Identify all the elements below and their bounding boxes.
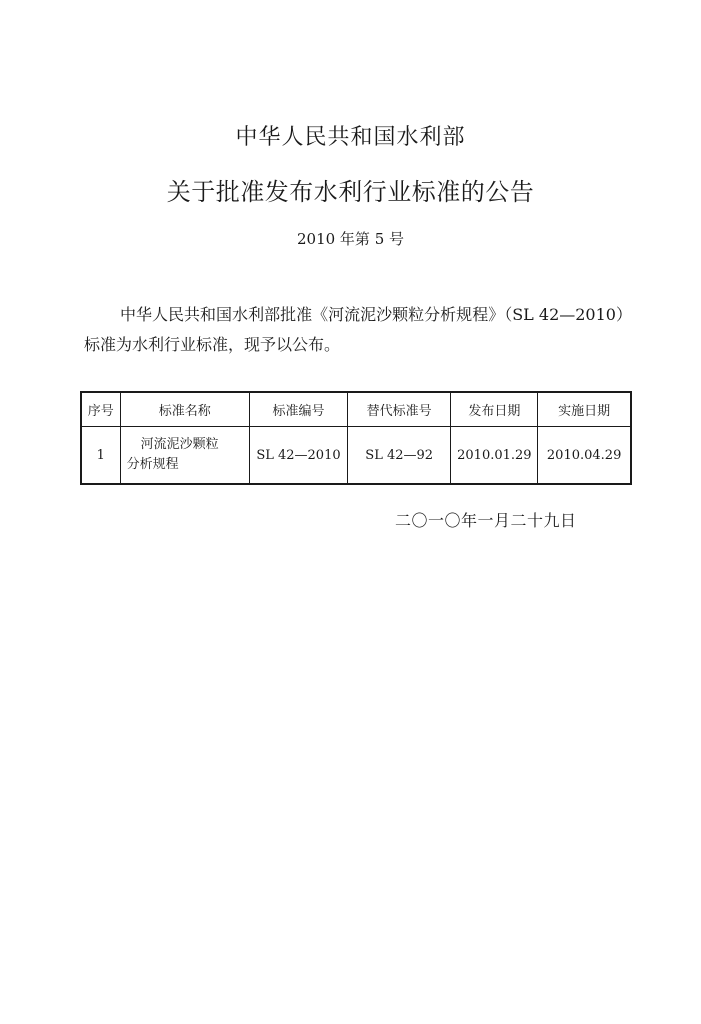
standard-name-line-1: 河流泥沙颗粒	[140, 437, 219, 452]
header-seq: 序号	[81, 392, 120, 427]
cell-standard-name	[120, 427, 249, 485]
cell-effective-date: 2010.04.29	[538, 427, 631, 485]
cell-standard-code: SL 42—2010	[250, 427, 348, 485]
table-row	[81, 427, 631, 485]
header-effective-date: 实施日期	[538, 392, 631, 427]
header-standard-code: 标准编号	[250, 392, 348, 427]
announcement-number: 2010 年第 5 号	[296, 230, 405, 248]
standard-name-line-2: 分析规程	[126, 457, 179, 472]
cell-seq: 1	[81, 427, 120, 485]
announcement-body: 中华人民共和国水利部批准《河流泥沙颗粒分析规程》（SL 42—2010）标准为水利行业标准，现予以公布。	[84, 305, 632, 354]
issuing-organization: 中华人民共和国水利部	[235, 125, 466, 150]
header-replaced-code: 替代标准号	[347, 392, 451, 427]
signing-date: 二〇一〇年一月二十九日	[395, 511, 577, 530]
cell-publish-date: 2010.01.29	[451, 427, 538, 485]
cell-replaced-code: SL 42—92	[347, 427, 451, 485]
table-header-row	[81, 392, 631, 427]
announcement-title: 关于批准发布水利行业标准的公告	[166, 178, 535, 206]
standards-table	[80, 391, 632, 485]
header-publish-date: 发布日期	[451, 392, 538, 427]
header-standard-name: 标准名称	[120, 392, 249, 427]
